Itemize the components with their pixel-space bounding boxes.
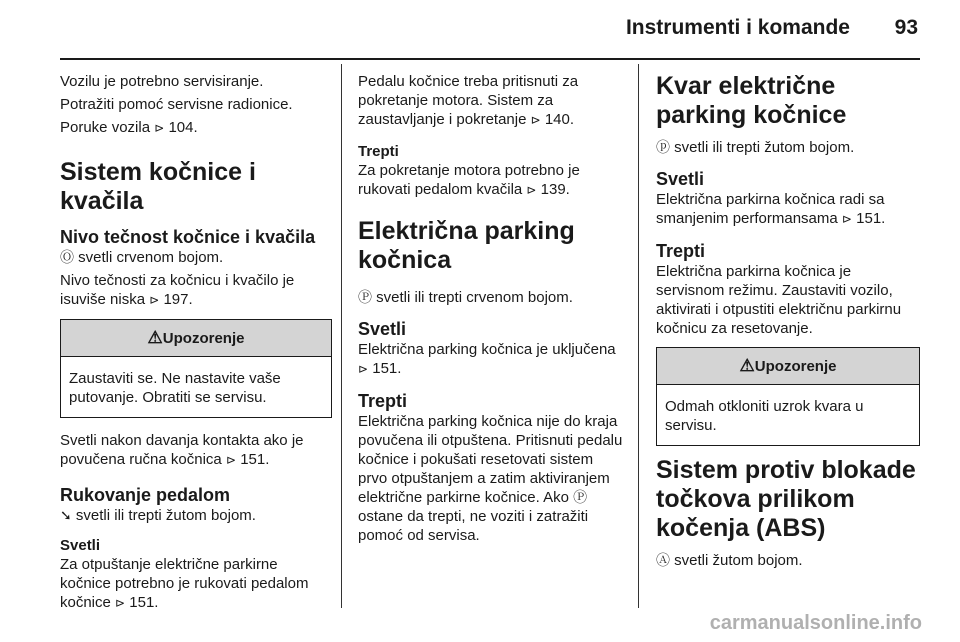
column-3 [656,72,920,570]
parking-indicator-line: Ⓟ svetli ili trepti crvenom bojom. [358,289,573,306]
abs-indicator-line: Ⓐ svetli žutom bojom. [656,552,803,569]
warning-box-header: ⚠Upozorenje [61,320,331,357]
reference-arrow-icon: ⊳ [154,121,165,135]
reference-arrow-icon: ⊳ [225,453,237,467]
warning-box-text: Zaustaviti se. Ne nastavite vaše putovanje. Obratiti se servisu. [69,370,281,406]
warning-box [60,319,332,418]
pedal-start-text: Pedalu kočnice treba pritisnuti za pokretanje motora. Sistem za zaustavljanje i pokretanje ⊳ 140. [358,73,579,128]
intro-line-2: Potražiti pomoć servisne radionice. [60,96,293,113]
subheading-trepti: Trepti [656,241,706,261]
parking-brake-icon: Ⓟ [573,489,588,505]
warning-box-text: Odmah otkloniti uzrok kvara u servisu. [665,398,864,434]
svetli-text: Električna parkirna kočnica radi sa smanjenim performansama ⊳ 151. [656,191,886,227]
fluid-level-text: Nivo tečnosti za kočnicu i kvačilo je isuviše niska ⊳ 197. [60,272,295,308]
subheading-trepti-2: Trepti [358,391,408,411]
subheading-pedal: Rukovanje pedalom [60,485,231,505]
intro-line-1: Vozilu je potrebno servisiranje. [60,73,264,90]
parking-brake-fault-icon: ⓟ [656,139,670,155]
abs-icon: Ⓐ [656,552,670,568]
column-divider-left [341,64,342,608]
reference-arrow-icon: ⊳ [530,113,541,127]
fluid-level-indicator-line: Ⓞ svetli crvenom bojom. [60,249,224,266]
warning-box [656,347,920,446]
trepti-text: Električna parkirna kočnica je servisnom režimu. Zaustaviti vozilo, aktivirati i otpustiti električnu parkirnu kočnicu za resetovanje. [656,263,902,337]
section-heading-abs: Sistem protiv blokade točkova prilikom kočenja (ABS) [656,456,916,542]
reference-arrow-icon: ⊳ [115,596,126,610]
handbrake-text: Svetli nakon davanja kontakta ako je povučena ručna kočnica ⊳ 151. [60,432,304,468]
svetli-text: Za otpuštanje električne parkirne kočnice potrebno je rukovati pedalom kočnice ⊳ 151. [60,556,309,611]
intro-line-3: Poruke vozila ⊳ 104. [60,119,198,136]
watermark: carmanualsonline.info [709,612,922,634]
brake-warning-icon: Ⓞ [60,249,74,265]
header-rule [60,58,920,60]
section-heading-brakes: Sistem kočnice i kvačila [60,158,256,215]
section-heading-parking-brake: Električna parking kočnica [358,217,575,274]
pedal-indicator-line: ➘ svetli ili trepti žutom bojom. [60,507,256,524]
subheading-svetli: Svetli [656,169,705,189]
reference-arrow-icon: ⊳ [149,293,160,307]
section-heading-parking-fault: Kvar električne parking kočnice [656,72,847,129]
trepti-1-text: Za pokretanje motora potrebno je rukovati pedalom kvačila ⊳ 139. [358,162,580,198]
subheading-fluid-level: Nivo tečnost kočnice i kvačila [60,227,316,247]
page-number: 93 [894,16,918,39]
subheading-svetli: Svetli [60,537,101,554]
subheading-trepti-1: Trepti [358,143,399,160]
reference-arrow-icon: ⊳ [358,362,369,376]
fault-indicator-line: ⓟ svetli ili trepti žutom bojom. [656,139,855,156]
svetli-text: Električna parking kočnica je uključena ⊳ 151. [358,341,616,377]
column-divider-right [638,64,639,608]
column-1 [60,72,332,613]
warning-triangle-icon: ⚠ [147,328,163,347]
subheading-svetli: Svetli [358,319,407,339]
reference-arrow-icon: ⊳ [841,212,852,226]
trepti-2-text: Električna parking kočnica nije do kraja povučena ili otpuštena. Pritisnuti pedalu kočnice i pokušati resetovati sistem prvo otpuštanjem a zatim aktiviranjem električne parkirne kočnice. Ako Ⓟ ostane da trepti, ne voziti i zatražiti pomoć od servisa. [358,413,623,544]
column-2 [358,72,626,545]
page-header-title: Instrumenti i komande [625,16,850,39]
parking-brake-icon: Ⓟ [358,289,372,305]
foot-pedal-icon: ➘ [60,507,72,523]
reference-arrow-icon: ⊳ [526,183,537,197]
warning-box-header: ⚠Upozorenje [657,348,919,385]
warning-triangle-icon: ⚠ [739,356,755,375]
